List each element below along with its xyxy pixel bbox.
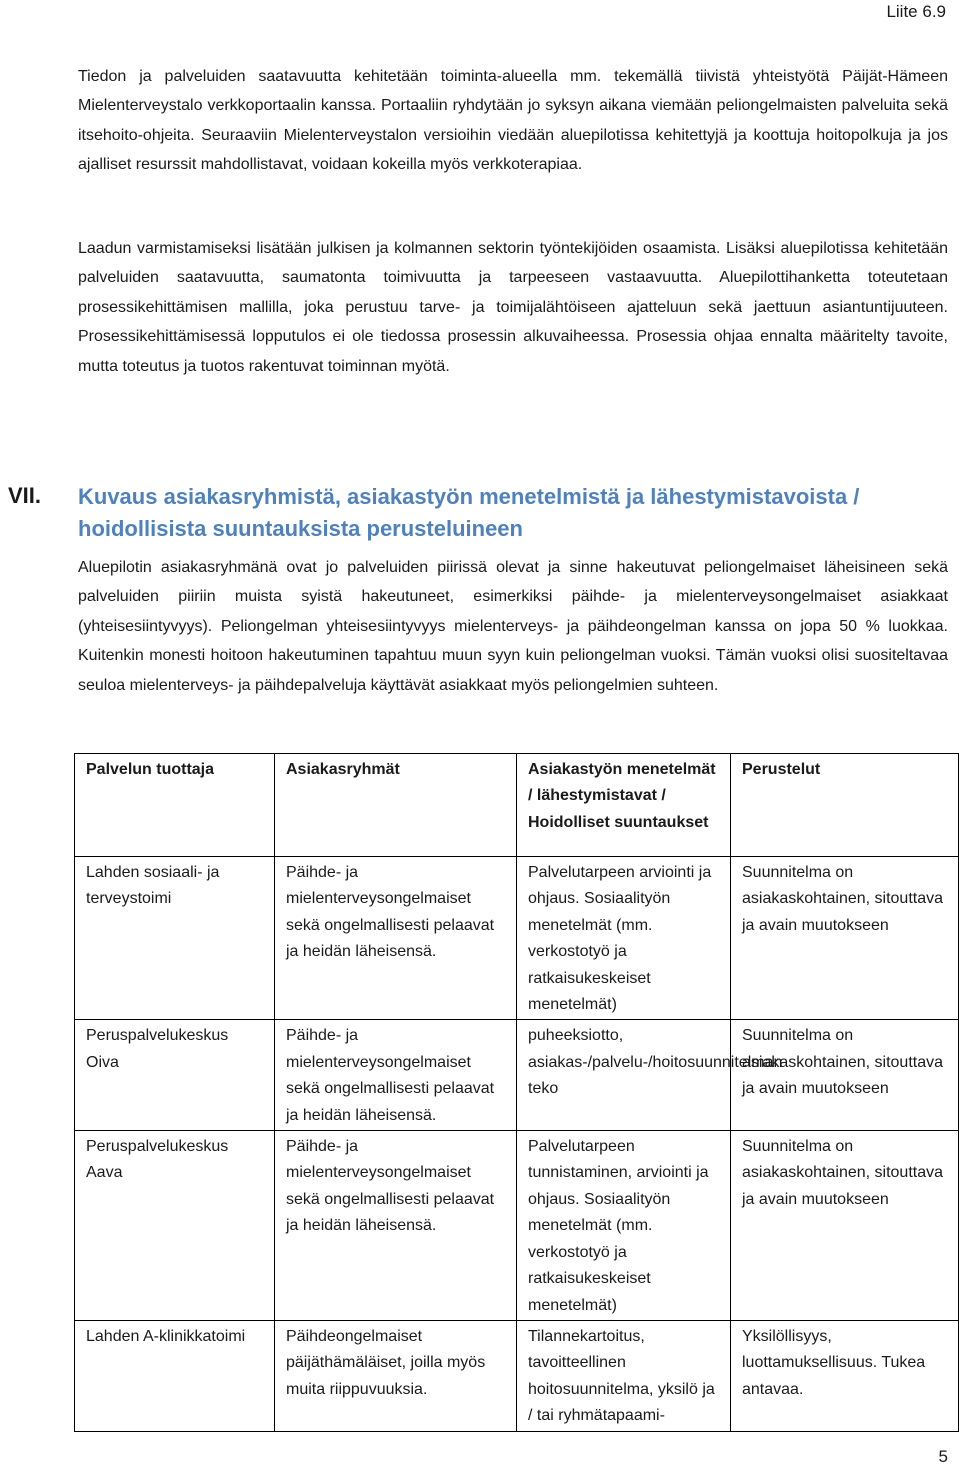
table-cell: Suunnitelma on asiakaskohtainen, sitouttava ja avain muutokseen <box>731 1131 959 1321</box>
header-methods: Asiakastyön menetelmät / lähestymistavat / Hoidolliset suuntaukset <box>517 754 731 857</box>
intro-paragraph-2: Laadun varmistamiseksi lisätään julkisen ja kolmannen sektorin työntekijöiden osaamista. Lisäksi aluepilotissa kehitetään palveluiden saatavuutta, saumatonta toimivuutta ja tarpeeseen vastaavuutta. Aluepilottihanketta toteutetaan prosessikehittämisen mallilla, joka perustuu tarve- ja toimijalähtöiseen ajatteluun sekä jaettuun asiantuntijuuteen. Prosessikehittämisessä lopputulos ei ole tiedossa prosessin alkuvaiheessa. Prosessia ohjaa ennalta määritelty tavoite, mutta toteutus ja tuotos rakentuvat toiminnan myötä. <box>78 240 948 375</box>
header-justifications: Perustelut <box>731 754 959 857</box>
header-client-groups: Asiakasryhmät <box>275 754 517 857</box>
table-cell: Yksilöllisyys, luottamuksellisuus. Tukea antavaa. <box>731 1320 959 1431</box>
page-number: 5 <box>938 1447 948 1466</box>
table-cell: Palvelutarpeen tunnistaminen, arviointi ja ohjaus. Sosiaalityön menetelmät (mm. verkostotyö ja ratkaisukeskeiset menetelmät) <box>517 1131 731 1321</box>
table-row <box>75 857 959 1020</box>
table-cell: Palvelutarpeen arviointi ja ohjaus. Sosiaalityön menetelmät (mm. verkostotyö ja ratkaisukeskeiset menetelmät) <box>517 857 731 1020</box>
section-number: VII. <box>8 483 42 508</box>
table-header-row <box>75 754 959 857</box>
table-cell: Suunnitelma on asiakaskohtainen, sitouttava ja avain muutokseen <box>731 857 959 1020</box>
service-table <box>74 753 959 1432</box>
section-title: Kuvaus asiakasryhmistä, asiakastyön menetelmistä ja lähestymistavoista / hoidollisista suuntauksista perusteluineen <box>78 484 860 541</box>
table-cell: Päihde- ja mielenterveysongelmaiset sekä ongelmallisesti pelaavat ja heidän läheisensä. <box>275 857 517 1020</box>
table-cell: Päihde- ja mielenterveysongelmaiset sekä ongelmallisesti pelaavat ja heidän läheisensä. <box>275 1020 517 1131</box>
section-paragraph: Aluepilotin asiakasryhmänä ovat jo palveluiden piirissä olevat ja sinne hakeutuvat peliongelmaiset läheisineen sekä palveluiden piiriin muista syistä hakeutuneet, esimerkiksi päihde- ja mielenterveysongelmaiset asiakkaat (yhteisesiintyvyys). Peliongelman yhteisesiintyvyys mielenterveys- ja päihdeongelman kanssa on jopa 50 % luokkaa. Kuitenkin monesti hoitoon hakeutuminen tapahtuu muun syyn kuin peliongelman vuoksi. Tämän vuoksi olisi suositeltavaa seuloa mielenterveys- ja päihdepalveluja käyttävät asiakkaat myös peliongelmien suhteen. <box>78 559 948 694</box>
appendix-label: Liite 6.9 <box>886 2 946 21</box>
table-cell: Peruspalvelukeskus Oiva <box>75 1020 275 1131</box>
table-cell: Päihdeongelmaiset päijäthämäläiset, joilla myös muita riippuvuuksia. <box>275 1320 517 1431</box>
table-cell: Lahden A-klinikkatoimi <box>75 1320 275 1431</box>
table-row <box>75 1131 959 1321</box>
table-row <box>75 1020 959 1131</box>
table-cell: Peruspalvelukeskus Aava <box>75 1131 275 1321</box>
table-cell: Päihde- ja mielenterveysongelmaiset sekä ongelmallisesti pelaavat ja heidän läheisensä. <box>275 1131 517 1321</box>
table-cell: Lahden sosiaali- ja terveystoimi <box>75 857 275 1020</box>
table-row <box>75 1320 959 1431</box>
table-cell: Suunnitelma on asiakaskohtainen, sitouttava ja avain muutokseen <box>731 1020 959 1131</box>
table-cell: puheeksiotto, asiakas-/palvelu-/hoitosuunnitelman teko <box>517 1020 731 1131</box>
intro-paragraph-1: Tiedon ja palveluiden saatavuutta kehitetään toiminta-alueella mm. tekemällä tiivistä yhteistyötä Päijät-Hämeen Mielenterveystalo verkkoportaalin kanssa. Portaaliin ryhdytään jo syksyn aikana viemään peliongelmaisten palveluita sekä itsehoito-ohjeita. Seuraaviin Mielenterveystalon versioihin viedään aluepilotissa kehitettyjä ja koottuja hoitopolkuja ja jos ajalliset resurssit mahdollistavat, voidaan kokeilla myös verkkoterapiaa. <box>78 68 948 174</box>
header-provider: Palvelun tuottaja <box>75 754 275 857</box>
table-cell: Tilannekartoitus, tavoitteellinen hoitosuunnitelma, yksilö ja / tai ryhmätapaami- <box>517 1320 731 1431</box>
